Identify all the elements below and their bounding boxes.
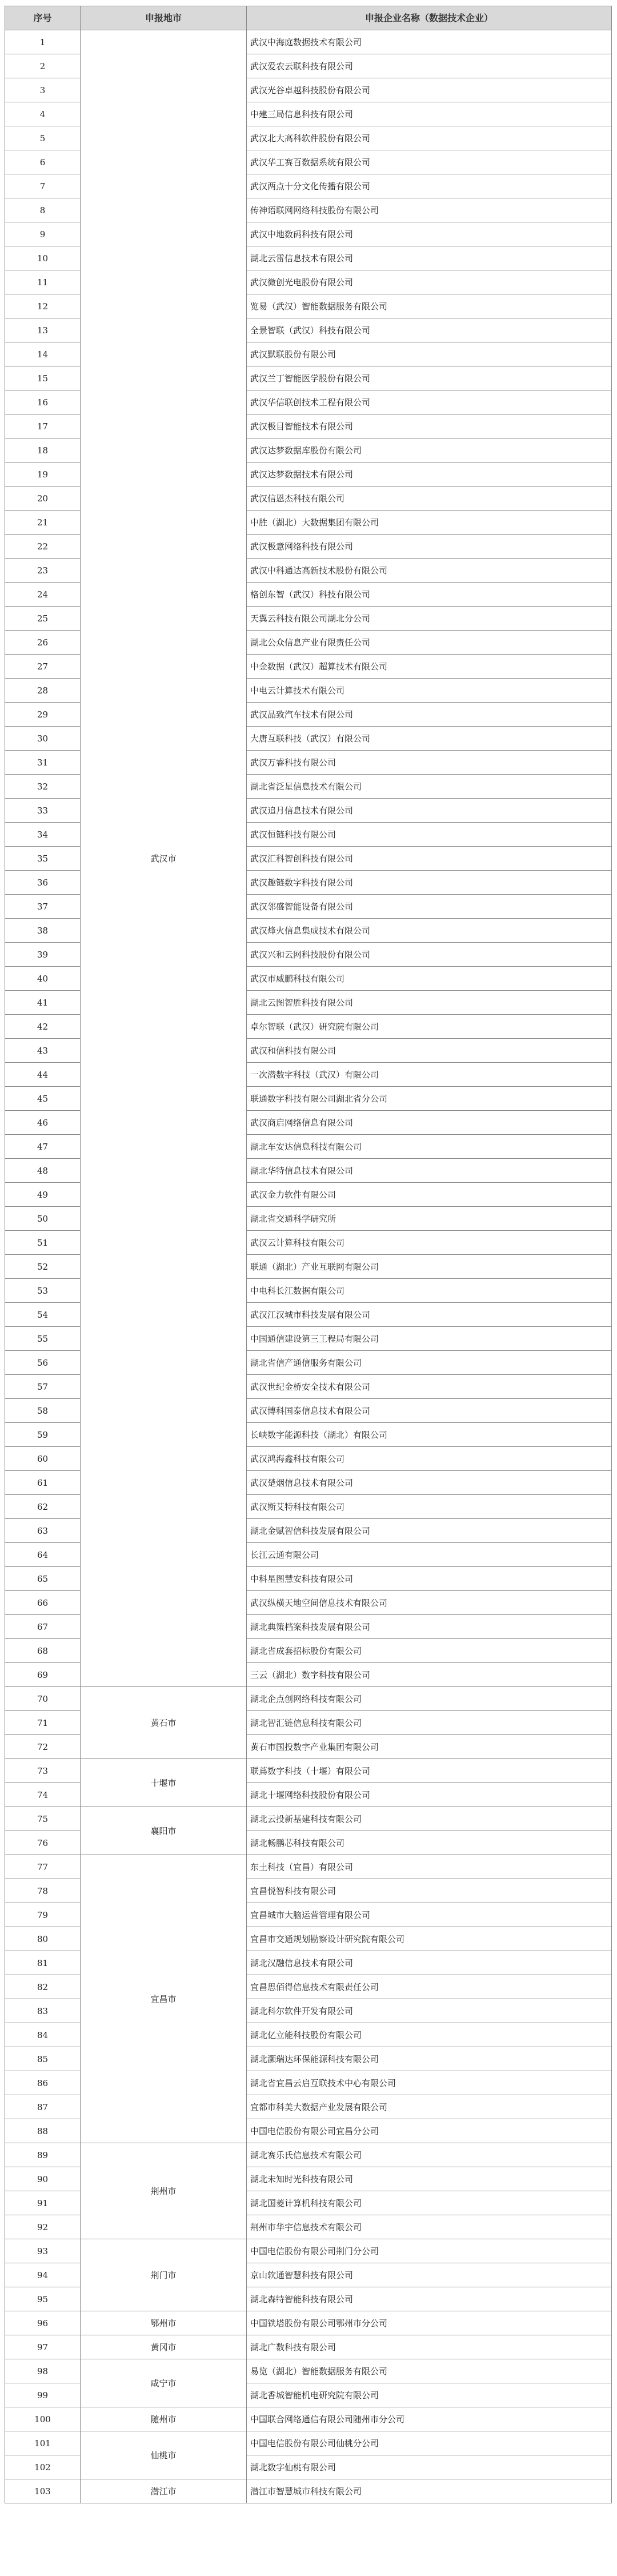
row-seq: 65	[5, 1567, 81, 1591]
row-company-name: 武汉江汉城市科技发展有限公司	[247, 1303, 612, 1327]
row-seq: 73	[5, 1759, 81, 1783]
row-seq: 61	[5, 1471, 81, 1495]
row-seq: 103	[5, 2479, 81, 2503]
row-company-name: 武汉达梦数据技术有限公司	[247, 462, 612, 487]
row-city: 十堰市	[81, 1759, 247, 1807]
row-seq: 54	[5, 1303, 81, 1327]
row-company-name: 武汉中地数码科技有限公司	[247, 222, 612, 246]
table-header-row	[5, 6, 612, 30]
row-company-name: 武汉兰丁智能医学股份有限公司	[247, 366, 612, 390]
row-seq: 5	[5, 126, 81, 150]
row-seq: 43	[5, 1039, 81, 1063]
row-company-name: 长峡数字能源科技（湖北）有限公司	[247, 1423, 612, 1447]
row-seq: 62	[5, 1495, 81, 1519]
row-city: 黄冈市	[81, 2335, 247, 2359]
row-seq: 77	[5, 1855, 81, 1879]
row-company-name: 武汉烽火信息集成技术有限公司	[247, 919, 612, 943]
row-seq: 45	[5, 1087, 81, 1111]
row-company-name: 中科星图慧安科技有限公司	[247, 1567, 612, 1591]
row-seq: 83	[5, 1999, 81, 2023]
row-company-name: 中国电信股份有限公司仙桃分公司	[247, 2431, 612, 2455]
row-company-name: 湖北赛乐氏信息技术有限公司	[247, 2143, 612, 2167]
row-company-name: 湖北亿立能科技股份有限公司	[247, 2023, 612, 2047]
row-city: 荆州市	[81, 2143, 247, 2239]
row-company-name: 全景智联（武汉）科技有限公司	[247, 318, 612, 342]
table-row	[5, 2359, 612, 2383]
row-seq: 28	[5, 679, 81, 703]
row-company-name: 一次潜数字科技（武汉）有限公司	[247, 1063, 612, 1087]
row-seq: 98	[5, 2359, 81, 2383]
row-seq: 31	[5, 751, 81, 775]
row-seq: 69	[5, 1663, 81, 1687]
row-company-name: 湖北省泛星信息技术有限公司	[247, 775, 612, 799]
row-seq: 90	[5, 2167, 81, 2191]
row-company-name: 湖北车安达信息科技有限公司	[247, 1135, 612, 1159]
row-company-name: 三云（湖北）数字科技有限公司	[247, 1663, 612, 1687]
row-seq: 68	[5, 1639, 81, 1663]
row-company-name: 武汉达梦数据库股份有限公司	[247, 438, 612, 462]
row-company-name: 武汉中科通达高新技术股份有限公司	[247, 559, 612, 583]
row-seq: 39	[5, 943, 81, 967]
row-seq: 38	[5, 919, 81, 943]
row-seq: 58	[5, 1399, 81, 1423]
row-seq: 19	[5, 462, 81, 487]
row-company-name: 格创东智（武汉）科技有限公司	[247, 583, 612, 607]
row-city: 咸宁市	[81, 2359, 247, 2407]
company-table	[5, 6, 612, 2503]
row-city: 潜江市	[81, 2479, 247, 2503]
row-company-name: 宜昌城市大脑运营管理有限公司	[247, 1903, 612, 1927]
row-seq: 96	[5, 2311, 81, 2335]
table-body	[5, 30, 612, 2503]
row-seq: 1	[5, 30, 81, 54]
row-city: 鄂州市	[81, 2311, 247, 2335]
row-company-name: 黄石市国投数字产业集团有限公司	[247, 1735, 612, 1759]
row-company-name: 宜都市科美大数据产业发展有限公司	[247, 2095, 612, 2119]
row-seq: 59	[5, 1423, 81, 1447]
row-seq: 18	[5, 438, 81, 462]
row-company-name: 京山软通智慧科技有限公司	[247, 2263, 612, 2287]
row-seq: 50	[5, 1207, 81, 1231]
registry-sheet	[5, 6, 612, 2503]
row-company-name: 湖北国菱计算机科技有限公司	[247, 2191, 612, 2215]
row-seq: 78	[5, 1879, 81, 1903]
row-company-name: 武汉万睿科技有限公司	[247, 751, 612, 775]
row-company-name: 武汉云计算科技有限公司	[247, 1231, 612, 1255]
row-seq: 67	[5, 1615, 81, 1639]
row-seq: 44	[5, 1063, 81, 1087]
row-company-name: 武汉信恩杰科技有限公司	[247, 487, 612, 511]
row-company-name: 武汉市威鹏科技有限公司	[247, 967, 612, 991]
row-seq: 86	[5, 2071, 81, 2095]
row-company-name: 武汉博科国泰信息技术有限公司	[247, 1399, 612, 1423]
row-company-name: 湖北数字仙桃有限公司	[247, 2455, 612, 2479]
row-seq: 72	[5, 1735, 81, 1759]
row-seq: 24	[5, 583, 81, 607]
row-company-name: 潜江市智慧城市科技有限公司	[247, 2479, 612, 2503]
row-company-name: 湖北智汇链信息科技有限公司	[247, 1711, 612, 1735]
row-seq: 16	[5, 390, 81, 414]
row-company-name: 武汉楚烟信息技术有限公司	[247, 1471, 612, 1495]
row-company-name: 览易（武汉）智能数据服务有限公司	[247, 294, 612, 318]
row-company-name: 传神语联网网络科技股份有限公司	[247, 198, 612, 222]
row-seq: 102	[5, 2455, 81, 2479]
row-company-name: 湖北云投新基建科技有限公司	[247, 1807, 612, 1831]
row-company-name: 武汉汇科智创科技有限公司	[247, 847, 612, 871]
row-city: 宜昌市	[81, 1855, 247, 2143]
row-company-name: 湖北广数科技有限公司	[247, 2335, 612, 2359]
row-company-name: 宜昌悦智科技有限公司	[247, 1879, 612, 1903]
table-row	[5, 30, 612, 54]
row-company-name: 中国电信股份有限公司宜昌分公司	[247, 2119, 612, 2143]
row-seq: 60	[5, 1447, 81, 1471]
table-row	[5, 1759, 612, 1783]
row-city: 襄阳市	[81, 1807, 247, 1855]
row-seq: 46	[5, 1111, 81, 1135]
row-company-name: 武汉华工赛百数据系统有限公司	[247, 150, 612, 174]
row-company-name: 武汉爱农云联科技有限公司	[247, 54, 612, 78]
row-seq: 82	[5, 1975, 81, 1999]
row-seq: 51	[5, 1231, 81, 1255]
table-row	[5, 2407, 612, 2431]
row-company-name: 湖北华特信息技术有限公司	[247, 1159, 612, 1183]
row-seq: 84	[5, 2023, 81, 2047]
row-seq: 101	[5, 2431, 81, 2455]
row-company-name: 湖北企点创网络科技有限公司	[247, 1687, 612, 1711]
row-company-name: 湖北省成套招标股份有限公司	[247, 1639, 612, 1663]
row-seq: 7	[5, 174, 81, 198]
row-seq: 30	[5, 727, 81, 751]
row-seq: 33	[5, 799, 81, 823]
row-seq: 6	[5, 150, 81, 174]
row-company-name: 湖北森特智能科技有限公司	[247, 2287, 612, 2311]
row-company-name: 湖北金赋智信科技发展有限公司	[247, 1519, 612, 1543]
row-seq: 49	[5, 1183, 81, 1207]
row-company-name: 武汉金力软件有限公司	[247, 1183, 612, 1207]
row-seq: 48	[5, 1159, 81, 1183]
row-company-name: 中国联合网络通信有限公司随州市分公司	[247, 2407, 612, 2431]
row-company-name: 武汉追月信息技术有限公司	[247, 799, 612, 823]
row-seq: 10	[5, 246, 81, 270]
row-company-name: 卓尔智联（武汉）研究院有限公司	[247, 1015, 612, 1039]
row-seq: 92	[5, 2215, 81, 2239]
row-company-name: 湖北省宜昌云启互联技术中心有限公司	[247, 2071, 612, 2095]
row-seq: 22	[5, 535, 81, 559]
row-company-name: 武汉鸿海鑫科技有限公司	[247, 1447, 612, 1471]
row-seq: 25	[5, 607, 81, 631]
row-company-name: 武汉和信科技有限公司	[247, 1039, 612, 1063]
row-seq: 66	[5, 1591, 81, 1615]
row-seq: 14	[5, 342, 81, 366]
row-company-name: 湖北汉融信息技术有限公司	[247, 1951, 612, 1975]
row-company-name: 宜昌市交通规划勘察设计研究院有限公司	[247, 1927, 612, 1951]
row-seq: 11	[5, 270, 81, 294]
row-company-name: 中电云计算技术有限公司	[247, 679, 612, 703]
row-seq: 70	[5, 1687, 81, 1711]
row-seq: 8	[5, 198, 81, 222]
table-row	[5, 2479, 612, 2503]
row-seq: 85	[5, 2047, 81, 2071]
row-seq: 34	[5, 823, 81, 847]
row-seq: 23	[5, 559, 81, 583]
row-seq: 2	[5, 54, 81, 78]
row-company-name: 湖北畅鹏芯科技有限公司	[247, 1831, 612, 1855]
row-company-name: 联通数字科技有限公司湖北省分公司	[247, 1087, 612, 1111]
row-seq: 80	[5, 1927, 81, 1951]
row-city: 黄石市	[81, 1687, 247, 1759]
row-seq: 88	[5, 2119, 81, 2143]
row-seq: 40	[5, 967, 81, 991]
row-seq: 37	[5, 895, 81, 919]
row-seq: 99	[5, 2383, 81, 2407]
row-seq: 64	[5, 1543, 81, 1567]
row-seq: 35	[5, 847, 81, 871]
row-seq: 53	[5, 1279, 81, 1303]
row-seq: 55	[5, 1327, 81, 1351]
row-company-name: 湖北省信产通信服务有限公司	[247, 1351, 612, 1375]
row-seq: 20	[5, 487, 81, 511]
row-city: 荆门市	[81, 2239, 247, 2311]
row-company-name: 中国电信股份有限公司荆门分公司	[247, 2239, 612, 2263]
row-company-name: 武汉纵横天地空间信息技术有限公司	[247, 1591, 612, 1615]
row-company-name: 东土科技（宜昌）有限公司	[247, 1855, 612, 1879]
row-seq: 42	[5, 1015, 81, 1039]
row-company-name: 武汉趣链数字科技有限公司	[247, 871, 612, 895]
row-company-name: 武汉默联股份有限公司	[247, 342, 612, 366]
row-city: 武汉市	[81, 30, 247, 1687]
row-seq: 15	[5, 366, 81, 390]
row-seq: 52	[5, 1255, 81, 1279]
table-row	[5, 2431, 612, 2455]
row-company-name: 湖北十堰网络科技股份有限公司	[247, 1783, 612, 1807]
row-company-name: 湖北灏瑞达环保能源科技有限公司	[247, 2047, 612, 2071]
row-seq: 56	[5, 1351, 81, 1375]
row-company-name: 湖北云图智胜科技有限公司	[247, 991, 612, 1015]
header-seq: 序号	[5, 6, 81, 30]
row-seq: 71	[5, 1711, 81, 1735]
row-company-name: 武汉商启网络信息有限公司	[247, 1111, 612, 1135]
row-company-name: 武汉晶致汽车技术有限公司	[247, 703, 612, 727]
row-company-name: 易览（湖北）智能数据服务有限公司	[247, 2359, 612, 2383]
row-company-name: 联通（湖北）产业互联网有限公司	[247, 1255, 612, 1279]
row-company-name: 中国通信建设第三工程局有限公司	[247, 1327, 612, 1351]
row-company-name: 宜昌思佰得信息技术有限责任公司	[247, 1975, 612, 1999]
row-seq: 93	[5, 2239, 81, 2263]
row-company-name: 湖北科尔软件开发有限公司	[247, 1999, 612, 2023]
row-seq: 57	[5, 1375, 81, 1399]
table-row	[5, 2143, 612, 2167]
row-company-name: 长江云通有限公司	[247, 1543, 612, 1567]
row-company-name: 中建三局信息科技有限公司	[247, 102, 612, 126]
row-company-name: 武汉世纪金桥安全技术有限公司	[247, 1375, 612, 1399]
table-row	[5, 2311, 612, 2335]
row-company-name: 中胜（湖北）大数据集团有限公司	[247, 511, 612, 535]
row-company-name: 中电科长江数据有限公司	[247, 1279, 612, 1303]
row-seq: 95	[5, 2287, 81, 2311]
row-seq: 89	[5, 2143, 81, 2167]
row-seq: 63	[5, 1519, 81, 1543]
row-company-name: 荆州市华宇信息技术有限公司	[247, 2215, 612, 2239]
row-company-name: 武汉极意网络科技有限公司	[247, 535, 612, 559]
row-seq: 100	[5, 2407, 81, 2431]
row-seq: 29	[5, 703, 81, 727]
row-seq: 97	[5, 2335, 81, 2359]
row-city: 随州市	[81, 2407, 247, 2431]
row-seq: 3	[5, 78, 81, 102]
row-company-name: 湖北公众信息产业有限责任公司	[247, 631, 612, 655]
row-seq: 21	[5, 511, 81, 535]
row-seq: 94	[5, 2263, 81, 2287]
row-seq: 87	[5, 2095, 81, 2119]
row-seq: 12	[5, 294, 81, 318]
table-row	[5, 2239, 612, 2263]
row-seq: 4	[5, 102, 81, 126]
row-seq: 79	[5, 1903, 81, 1927]
row-seq: 27	[5, 655, 81, 679]
row-city: 仙桃市	[81, 2431, 247, 2479]
row-seq: 81	[5, 1951, 81, 1975]
row-company-name: 武汉北大高科软件股份有限公司	[247, 126, 612, 150]
row-company-name: 武汉光谷卓越科技股份有限公司	[247, 78, 612, 102]
row-seq: 9	[5, 222, 81, 246]
row-seq: 32	[5, 775, 81, 799]
row-seq: 26	[5, 631, 81, 655]
row-company-name: 湖北省交通科学研究所	[247, 1207, 612, 1231]
row-company-name: 武汉兴和云网科技股份有限公司	[247, 943, 612, 967]
table-row	[5, 1855, 612, 1879]
table-row	[5, 1687, 612, 1711]
row-company-name: 武汉斯艾特科技有限公司	[247, 1495, 612, 1519]
row-company-name: 中国铁塔股份有限公司鄂州市分公司	[247, 2311, 612, 2335]
row-company-name: 大唐互联科技（武汉）有限公司	[247, 727, 612, 751]
row-seq: 36	[5, 871, 81, 895]
row-company-name: 武汉极目智能技术有限公司	[247, 414, 612, 438]
header-company: 申报企业名称（数据技术企业）	[247, 6, 612, 30]
row-company-name: 武汉微创光电股份有限公司	[247, 270, 612, 294]
row-seq: 76	[5, 1831, 81, 1855]
row-seq: 75	[5, 1807, 81, 1831]
row-company-name: 联蔦数字科技（十堰）有限公司	[247, 1759, 612, 1783]
row-company-name: 湖北典策档案科技发展有限公司	[247, 1615, 612, 1639]
row-company-name: 湖北未知时光科技有限公司	[247, 2167, 612, 2191]
row-company-name: 武汉中海庭数据技术有限公司	[247, 30, 612, 54]
row-company-name: 武汉邻盛智能设备有限公司	[247, 895, 612, 919]
table-row	[5, 2335, 612, 2359]
row-company-name: 湖北香城智能机电研究院有限公司	[247, 2383, 612, 2407]
row-company-name: 武汉两点十分文化传播有限公司	[247, 174, 612, 198]
row-seq: 91	[5, 2191, 81, 2215]
row-seq: 13	[5, 318, 81, 342]
row-seq: 74	[5, 1783, 81, 1807]
row-company-name: 湖北云雷信息技术有限公司	[247, 246, 612, 270]
row-seq: 47	[5, 1135, 81, 1159]
table-row	[5, 1807, 612, 1831]
row-company-name: 武汉华信联创技术工程有限公司	[247, 390, 612, 414]
header-city: 申报地市	[81, 6, 247, 30]
row-seq: 17	[5, 414, 81, 438]
row-company-name: 天翼云科技有限公司湖北分公司	[247, 607, 612, 631]
row-company-name: 武汉恒链科技有限公司	[247, 823, 612, 847]
row-seq: 41	[5, 991, 81, 1015]
row-company-name: 中金数据（武汉）超算技术有限公司	[247, 655, 612, 679]
